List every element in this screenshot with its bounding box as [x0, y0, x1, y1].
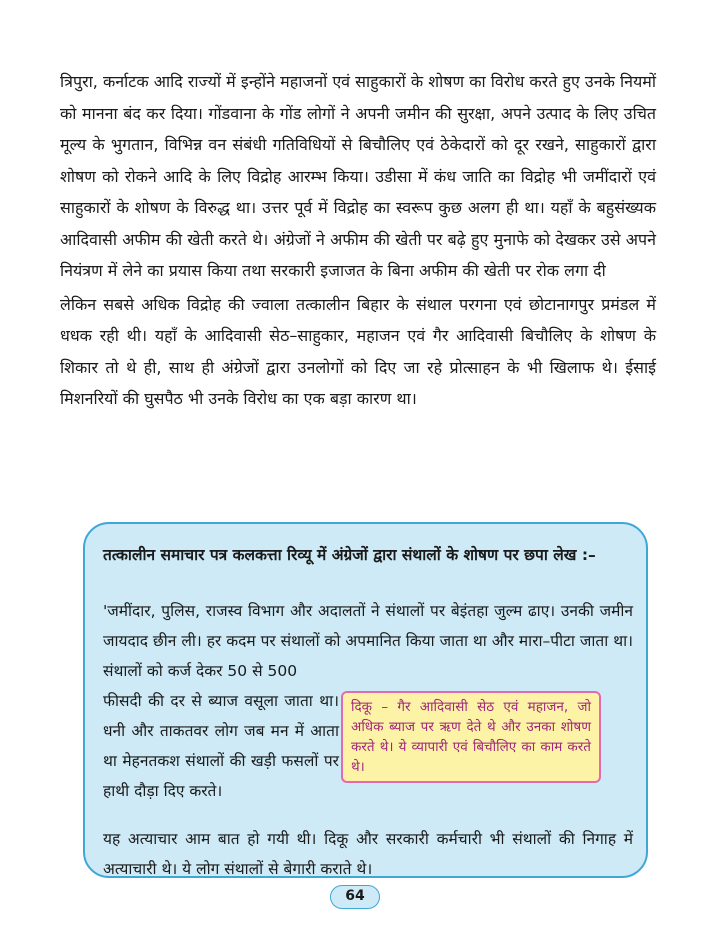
diku-definition-note: दिकू – गैर आदिवासी सेठ एवं महाजन, जो अधिक ब्याज पर ऋण देते थे और उनका शोषण करते थे। ये व्यापारी एवं बिचौलिए का काम करते थे। [341, 691, 601, 783]
box-heading: तत्कालीन समाचार पत्र कलकत्ता रिव्यू में अंग्रेजों द्वारा संथालों के शोषण पर छपा लेख :– [103, 546, 596, 564]
paragraph: लेकिन सबसे अधिक विद्रोह की ज्वाला तत्कालीन बिहार के संथाल परगना एवं छोटानागपुर प्रमंडल में धधक रही थी। यहाँ के आदिवासी सेठ–साहुकार, महाजन एवं गैर आदिवासी बिचौलिए के शोषण के शिकार तो थे ही, साथ ही अंग्रेजों द्वारा उनलोगों को दिए जा रहे प्रोत्साहन के भी खिलाफ थे। ईसाई मिशनरियों की घुसपैठ भी उनके विरोध का एक बड़ा कारण था। [60, 294, 656, 408]
newspaper-excerpt-box [83, 522, 648, 878]
excerpt-text-tail: यह अत्याचार आम बात हो गयी थी। दिकू और सरकारी कर्मचारी भी संथालों की निगाह में अत्याचारी थे। ये लोग संथालों से बेगारी कराते थे। [103, 830, 633, 878]
paragraph: त्रिपुरा, कर्नाटक आदि राज्यों में इन्होंने महाजनों एवं साहुकारों के शोषण का विरोध करते हुए उनके नियमों को मानना बंद कर दिया। गोंडवाना के गोंड लोगों ने अपनी जमीन की सुरक्षा, अपने उत्पाद के लिए उचित मूल्य के भुगतान, विभिन्न वन संबंधी गतिविधियों से बिचौलिए एवं ठेकेदारों को दूर रखने, साहुकारों द्वारा शोषण को रोकने आदि के लिए विद्रोह आरम्भ किया। उडीसा में कंध जाति का विद्रोह भी जमींदारों एवं साहुकारों के शोषण के विरुद्ध था। उत्तर पूर्व में विद्रोह का स्वरूप कुछ अलग ही था। यहाँ के बहुसंख्यक आदिवासी अफीम की खेती करते थे। अंग्रेजों ने अफीम की खेती पर बढ़े हुए मुनाफे को देखकर उसे अपने नियंत्रण में लेने का प्रयास किया तथा सरकारी इजाजत के बिना अफीम की खेती पर रोक लगा दी [60, 72, 656, 280]
excerpt-text: 'जमींदार, पुलिस, राजस्व विभाग और अदालतों ने संथालों पर बेइंतहा जुल्म ढाए। उनकी जमीन जायदाद छीन ली। हर कदम पर संथालों को अपमानित किया जाता था और मारा–पीटा जाता था। संथालों को कर्ज देकर 50 से 500 [103, 602, 633, 680]
page-number: 64 [330, 885, 380, 909]
main-text [60, 66, 656, 415]
excerpt-text-wrapped: फीसदी की दर से ब्याज वसूला जाता था। धनी और ताकतवर लोग जब मन में आता था मेहनतकश संथालों की खड़ी फसलों पर हाथी दौड़ा दिए करते। [103, 692, 339, 800]
